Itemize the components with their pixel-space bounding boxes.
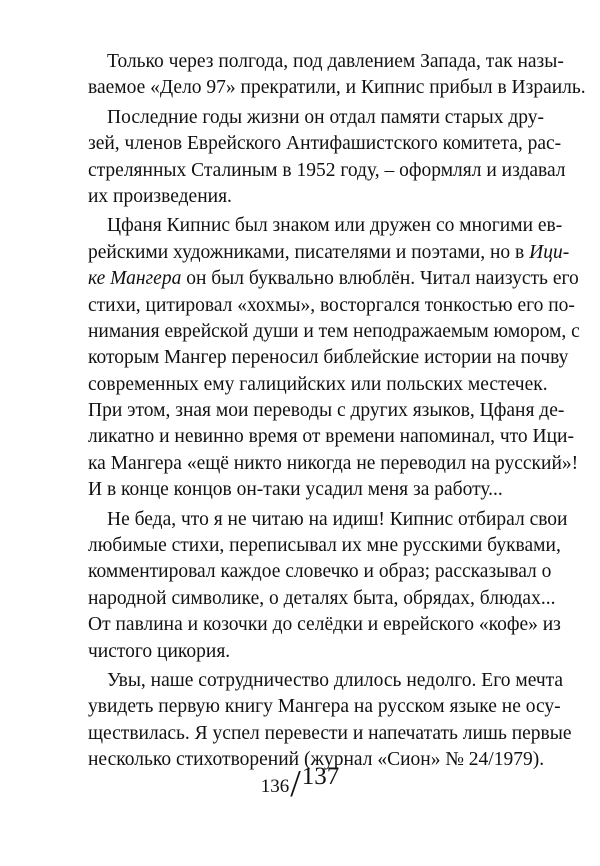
text-line: зей, членов Еврейского Антифашистского комитета, рас-	[88, 133, 562, 155]
text-line: любимые стихи, переписывал их мне русскими буквами,	[88, 535, 561, 557]
text-line: ликатно и невинно время от времени напоминал, что Ици-	[88, 426, 574, 448]
italic-name: Ици-	[529, 241, 570, 263]
text-line: Последние годы жизни он отдал памяти старых дру-	[107, 106, 544, 128]
text-line: И в конце концов он-таки усадил меня за работу...	[88, 479, 503, 501]
text-run: он был буквально влюблён. Читал наизусть его	[181, 268, 579, 290]
text-line: ваемое «Дело 97» прекратили, и Кипнис прибыл в Израиль.	[88, 77, 586, 99]
text-line: ществилась. Я успел перевести и напечатать лишь первые	[88, 722, 572, 744]
text-line: нимания еврейской души и тем неподражаемым юмором, с	[88, 320, 580, 342]
text-line: ка Мангера «ещё никто никогда не переводил на русский»!	[88, 452, 579, 474]
text-line: При этом, зная мои переводы с других языков, Цфаня де-	[88, 400, 565, 422]
text-line: От павлина и козочки до селёдки и еврейского «кофе» из	[88, 614, 561, 636]
paragraph-4	[88, 507, 568, 665]
text-line: комментировал каждое словечко и образ; рассказывал о	[88, 561, 552, 583]
paragraph-1	[88, 49, 586, 102]
italic-name: ке Мангера	[88, 268, 182, 290]
text-line: Только через полгода, под давлением Запада, так назы-	[107, 51, 564, 72]
text-line: несколько стихотворений (журнал «Сион» № 24/1979).	[88, 749, 545, 771]
page-number	[0, 762, 600, 806]
text-line: Не беда, что я не читаю на идиш! Кипнис отбирал свои	[107, 508, 568, 530]
text-line: Увы, наше сотрудничество длилось недолго. Его мечта	[107, 669, 564, 691]
text-line: народной символике, о деталях быта, обрядах, блюдах...	[88, 587, 556, 609]
text-run: рейскими художниками, писателями и поэтами, но в	[88, 241, 530, 263]
text-line: их произведения.	[88, 185, 232, 207]
page-body	[88, 49, 586, 774]
paragraph-5	[88, 668, 572, 774]
text-line: современных ему галицийских или польских местечек.	[88, 373, 548, 395]
text-line: увидеть первую книгу Мангера на русском языке не осу-	[88, 696, 561, 718]
text-line: стрелянных Сталиным в 1952 году, – оформлял и издавал	[88, 159, 566, 181]
text-line	[88, 240, 570, 266]
text-line: Цфаня Кипнис был знаком или дружен со многими ев-	[107, 215, 563, 237]
page-number-separator: /	[290, 763, 301, 805]
paragraph-2	[88, 105, 566, 211]
paragraph-3	[88, 213, 580, 503]
text-line: стихи, цитировал «хохмы», восторгался тонкостью его по-	[88, 294, 575, 316]
text-line	[88, 266, 579, 292]
page-number-right: 137	[301, 763, 340, 790]
page-number-left: 136	[260, 776, 290, 797]
text-line: которым Мангер переносил библейские истории на почву	[88, 347, 569, 369]
text-line: чистого цикория.	[88, 640, 231, 662]
